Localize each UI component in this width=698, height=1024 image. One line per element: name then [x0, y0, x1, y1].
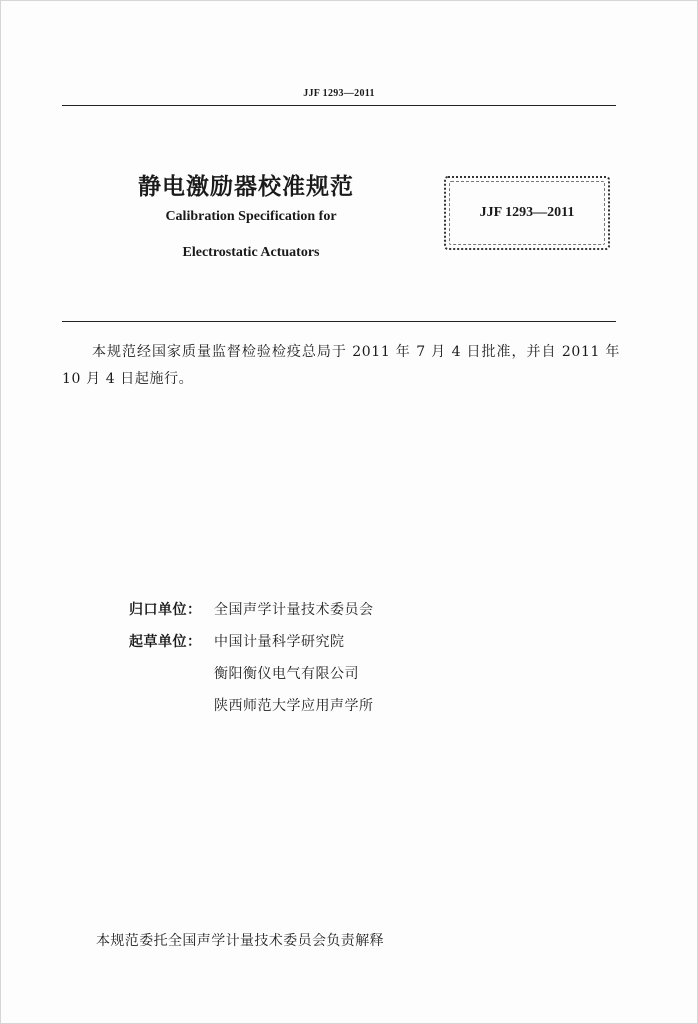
title-english-line2: Electrostatic Actuators — [182, 245, 320, 260]
specification-code: JJF 1293—2011 — [479, 205, 575, 220]
header-rule — [62, 105, 616, 106]
running-header-code: JJF 1293—2011 — [303, 88, 375, 99]
drafting-unit-row — [129, 657, 374, 689]
title-chinese: 静电激励器校准规范 — [138, 174, 354, 200]
approval-statement: 本规范经国家质量监督检验检疫总局于 2011 年 7 月 4 日批准，并自 2011 年 10 月 4 日起施行。 — [62, 344, 620, 387]
responsible-unit-label: 归口单位： — [129, 602, 202, 618]
title-english-line1: Calibration Specification for — [165, 209, 337, 224]
units-block — [129, 593, 374, 721]
drafting-unit-value-1: 中国计量科学研究院 — [214, 634, 345, 650]
responsible-unit-value: 全国声学计量技术委员会 — [214, 602, 374, 618]
responsible-unit-row — [129, 593, 374, 625]
drafting-unit-value-2: 衡阳衡仪电气有限公司 — [214, 666, 359, 682]
section-rule — [62, 321, 616, 322]
specification-code-box — [444, 176, 610, 250]
interpretation-note: 本规范委托全国声学计量技术委员会负责解释 — [96, 933, 384, 949]
drafting-unit-row — [129, 625, 374, 657]
drafting-unit-value-3: 陕西师范大学应用声学所 — [214, 698, 374, 714]
drafting-unit-row — [129, 689, 374, 721]
drafting-unit-label: 起草单位： — [129, 634, 202, 650]
